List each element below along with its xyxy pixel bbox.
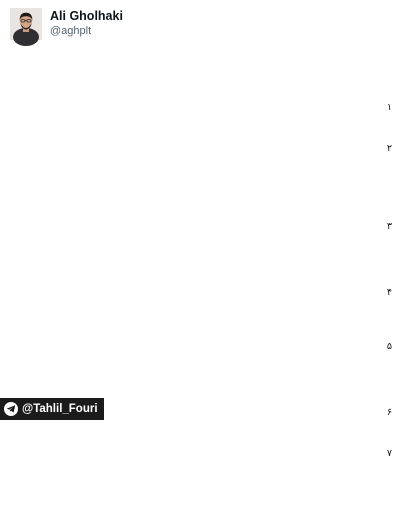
item-line	[8, 271, 382, 283]
person-avatar-icon	[10, 8, 42, 40]
item-number: ۵	[386, 340, 392, 352]
item-line	[8, 246, 382, 258]
list-item	[8, 221, 392, 283]
item-number: ۱	[386, 101, 392, 113]
item-line	[8, 324, 382, 336]
item-number: ۷	[386, 447, 392, 459]
item-line	[8, 155, 382, 167]
numbered-list	[8, 102, 392, 522]
item-line	[8, 473, 382, 485]
item-line	[8, 168, 382, 180]
list-item	[8, 143, 392, 217]
item-line	[8, 126, 382, 138]
list-item	[8, 448, 392, 522]
item-line	[8, 143, 382, 155]
item-line	[8, 258, 382, 270]
item-line	[8, 180, 382, 192]
item-line	[8, 419, 382, 431]
item-line	[8, 312, 382, 324]
watermark-text: @Tahlil_Fouri	[22, 403, 98, 415]
item-line	[8, 460, 382, 472]
item-line	[8, 233, 382, 245]
telegram-icon	[4, 402, 18, 416]
item-line	[8, 299, 382, 311]
tweet-intro	[8, 44, 392, 81]
list-item	[8, 102, 392, 139]
item-line	[8, 341, 382, 353]
channel-watermark	[0, 398, 104, 420]
item-line	[8, 378, 382, 390]
avatar[interactable]	[10, 8, 42, 40]
author-name[interactable]: Ali Gholhaki	[50, 9, 123, 23]
list-heading-line	[8, 85, 392, 97]
list-heading	[8, 85, 392, 97]
item-line	[8, 485, 382, 497]
item-line	[8, 221, 382, 233]
item-line	[8, 102, 382, 114]
item-number: ۶	[386, 406, 392, 418]
intro-line	[8, 56, 392, 68]
author-handle[interactable]: @aghplt	[50, 25, 92, 37]
list-item	[8, 287, 392, 337]
item-line	[8, 448, 382, 460]
item-number: ۲	[386, 142, 392, 154]
item-line	[8, 192, 382, 204]
item-number: ۴	[386, 287, 392, 299]
list-item	[8, 341, 392, 403]
item-line	[8, 114, 382, 126]
intro-line	[8, 69, 392, 81]
item-line	[8, 510, 382, 522]
item-line	[8, 205, 382, 217]
tweet-header	[10, 8, 390, 42]
item-line	[8, 353, 382, 365]
item-line	[8, 287, 382, 299]
item-line	[8, 497, 382, 509]
item-number: ۳	[386, 221, 392, 233]
intro-line	[8, 44, 392, 56]
item-line	[8, 431, 382, 443]
item-line	[8, 365, 382, 377]
